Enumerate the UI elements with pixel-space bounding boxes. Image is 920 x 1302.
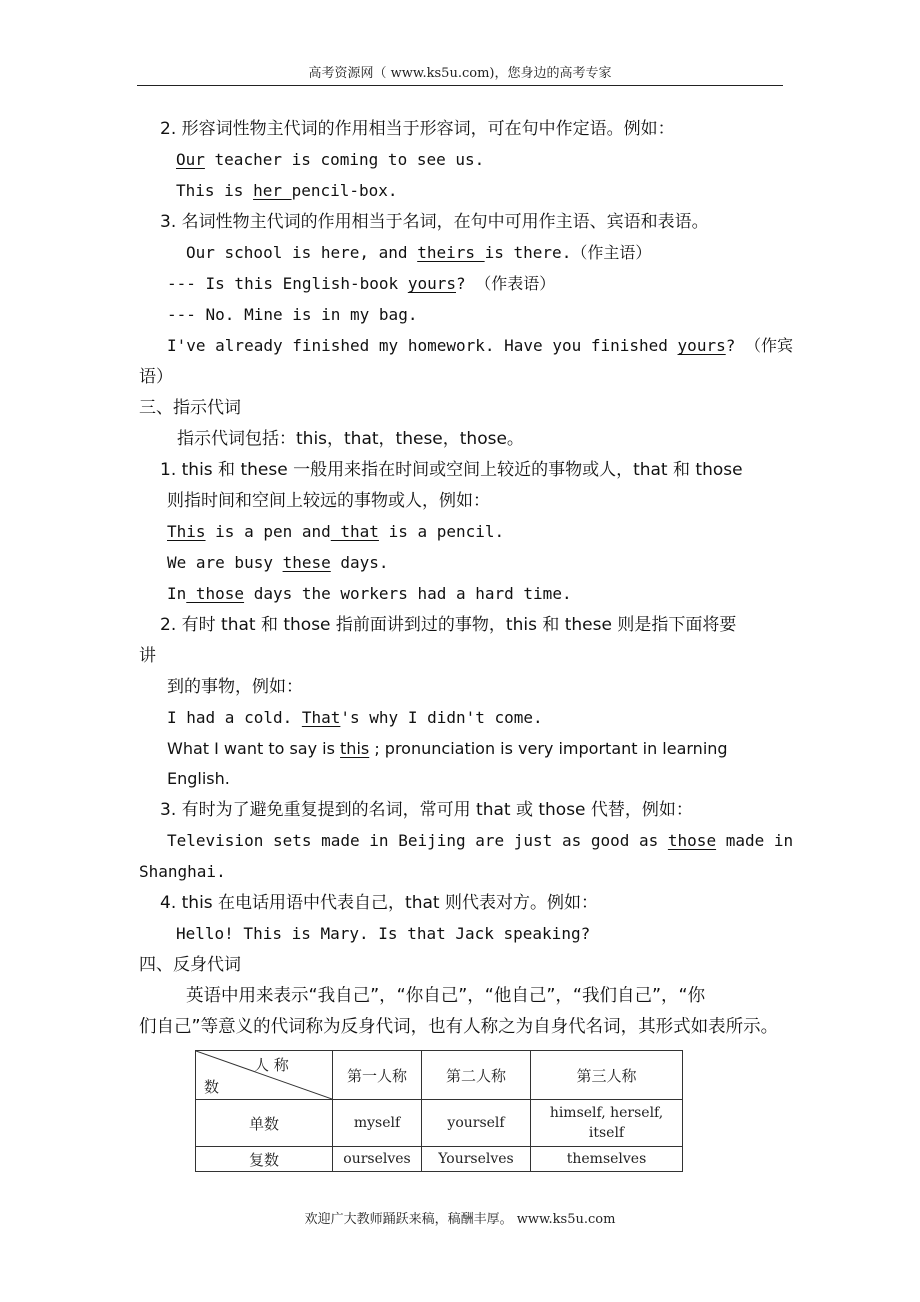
example-text: made in [716,831,794,850]
point-2-demonstrative: 2. 有时 that 和 those 指前面讲到过的事物，this 和 these 则是指下面将要 [160,615,737,635]
underlined-word: her [253,181,292,200]
example-line [176,180,398,202]
example-text: Television sets made in Beijing are just as good as [167,831,668,850]
example-text: In [167,584,187,603]
corner-person-label: 人 称 [254,1056,289,1074]
corner-number-label: 数 [204,1078,220,1096]
example-text: 's why I didn't come. [340,708,543,727]
underlined-word: That [301,708,341,727]
example-text: What I want to say is [167,739,341,758]
page-footer: 欢迎广大教师踊跃来稿，稿酬丰厚。 www.ks5u.com [304,1212,616,1227]
table-cell: myself [333,1100,422,1147]
point-2-adjective-possessive: 2. 形容词性物主代词的作用相当于形容词，可在句中作定语。例如： [160,119,675,139]
example-text: ? （作表语） [456,274,556,293]
reflexive-pronoun-table [195,1050,683,1172]
example-line [167,273,555,295]
table-header-cell: 第二人称 [422,1051,531,1100]
text-line: 英语中用来表示“我自己”，“你自己”，“他自己”，“我们自己”，“你 [186,986,706,1006]
example-line: Shanghai. [139,862,226,881]
example-text: is a pencil. [378,522,505,541]
example-text: is a pen and [205,522,331,541]
table-cell: Yourselves [422,1147,531,1172]
text-line: 语） [139,367,173,387]
text-line: 指示代词包括：this，that，these，those。 [177,429,524,449]
example-text: I had a cold. [167,708,302,727]
text-line: 则指时间和空间上较远的事物或人，例如： [167,491,490,511]
example-text: This is [176,181,254,200]
example-text: We are busy [167,553,283,572]
text-line: 到的事物，例如： [167,677,303,697]
text-line: 讲 [139,646,156,666]
point-3-noun-possessive: 3. 名词性物主代词的作用相当于名词，在句中可用作主语、宾语和表语。 [160,212,709,232]
example-line [167,552,389,574]
point-3-demonstrative: 3. 有时为了避免重复提到的名词，常可用 that 或 those 代替，例如： [160,800,693,820]
example-line [167,583,572,605]
example-line [167,335,793,357]
example-text: days the workers had a hard time. [244,584,572,603]
table-corner-cell [196,1051,333,1100]
table-row [196,1147,683,1172]
table-header-row [196,1051,683,1100]
underlined-word: This [167,522,206,541]
example-line: English. [167,769,230,788]
table-row-label: 单数 [196,1100,333,1147]
example-line [167,707,543,729]
example-line [167,521,504,543]
page-header: 高考资源网（ www.ks5u.com)，您身边的高考专家 [308,66,612,81]
example-line [186,242,651,264]
underlined-word: yours [407,274,456,293]
example-text: days. [330,553,389,572]
underlined-word: theirs [417,243,485,262]
table-header-cell: 第一人称 [333,1051,422,1100]
underlined-word: Our [176,150,205,169]
example-line [167,738,728,760]
underlined-word: these [282,553,331,572]
underlined-word: those [667,831,717,850]
table-row [196,1100,683,1147]
underlined-word: those [186,584,245,603]
table-cell: himself, herself, itself [531,1100,683,1147]
example-text: is there.（作主语） [484,243,652,262]
point-1-demonstrative: 1. this 和 these 一般用来指在时间或空间上较近的事物或人，that 和 those [160,460,743,480]
example-line [176,149,484,171]
table-cell: themselves [531,1147,683,1172]
header-divider [137,85,783,86]
section-heading-reflexive: 四、反身代词 [139,955,241,975]
table-header-cell: 第三人称 [531,1051,683,1100]
example-line: Hello! This is Mary. Is that Jack speaking? [176,924,591,943]
example-text: ; pronunciation is very important in learning [369,739,728,758]
point-4-demonstrative: 4. this 在电话用语中代表自己，that 则代表对方。例如： [160,893,598,913]
example-text: teacher is coming to see us. [204,150,485,169]
example-text: Our school is here, and [186,243,418,262]
example-text: I've already finished my homework. Have you finished [167,336,678,355]
example-text: --- Is this English-book [167,274,408,293]
text-line: 们自己”等意义的代词称为反身代词，也有人称之为自身代名词，其形式如表所示。 [139,1017,779,1037]
underlined-word: yours [677,336,726,355]
example-text: ? （作宾 [725,336,793,355]
table-cell: yourself [422,1100,531,1147]
underlined-word: that [330,522,379,541]
section-heading-demonstrative: 三、指示代词 [139,398,241,418]
table-cell: ourselves [333,1147,422,1172]
example-line: --- No. Mine is in my bag. [167,305,418,324]
table-row-label: 复数 [196,1147,333,1172]
underlined-word: this [340,739,370,758]
example-text: pencil-box. [291,181,398,200]
example-line [167,830,793,852]
